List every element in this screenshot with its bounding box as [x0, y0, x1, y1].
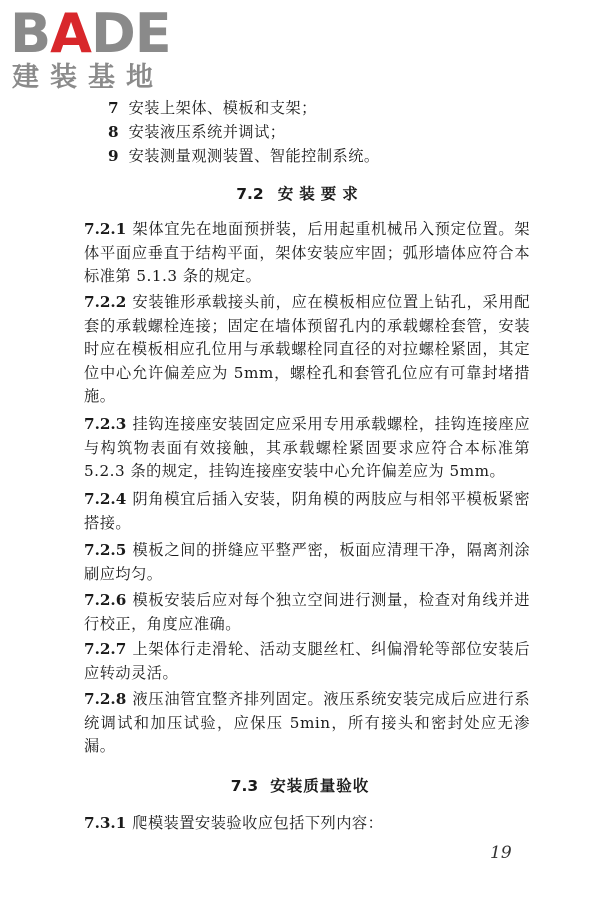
clause-7-2-8: 7.2.8 液压油管宜整齐排列固定。液压系统安装完成后应进行系统调试和加压试验，应保压 5min，所有接头和密封处应无渗漏。 [84, 690, 530, 755]
page-number: 19 [490, 843, 512, 863]
bade-logo [8, 4, 178, 94]
logo-wordmark: BADE [10, 2, 171, 65]
list-item: 8 安装液压系统并调试； [108, 123, 286, 141]
list-item: 7 安装上架体、模板和支架； [108, 99, 317, 117]
clause-7-2-3: 7.2.3 挂钩连接座安装固定应采用专用承载螺栓，挂钩连接座应与构筑物表面有效接触，其承载螺栓紧固要求应符合本标准第 5.2.3 条的规定，挂钩连接座安装中心允许偏差应为 5mm。 [84, 415, 530, 480]
clause-7-2-5: 7.2.5 模板之间的拼缝应平整严密，板面应清理干净，隔离剂涂刷应均匀。 [84, 541, 530, 583]
clause-7-3-1: 7.3.1 爬模装置安装验收应包括下列内容： [84, 814, 384, 832]
clause-7-2-6: 7.2.6 模板安装后应对每个独立空间进行测量，检查对角线并进行校正，角度应准确。 [84, 591, 530, 633]
clause-7-2-4: 7.2.4 阴角模宜后插入安装，阴角模的两肢应与相邻平模板紧密搭接。 [84, 490, 530, 532]
section-heading-7-3: 7.3 安装质量验收 [230, 777, 370, 795]
logo-subtitle: 建装基地 [12, 62, 164, 93]
clause-7-2-2: 7.2.2 安装锥形承载接头前，应在模板相应位置上钻孔，采用配套的承载螺栓连接；固定在墙体预留孔内的承载螺栓套管，安装时应在模板相应孔位用与承载螺栓同直径的对拉螺栓紧固，其定位中心允许偏差应为 5mm，螺栓孔和套管孔位应有可靠封堵措施。 [84, 293, 530, 405]
section-heading-7-2: 7.2 安装要求 [236, 185, 364, 203]
list-item: 9 安装测量观测装置、智能控制系统。 [108, 147, 380, 165]
clause-7-2-1: 7.2.1 架体宜先在地面预拼装，后用起重机械吊入预定位置。架体平面应垂直于结构平面，架体安装应牢固；弧形墙体应符合本标准第 5.1.3 条的规定。 [84, 220, 530, 285]
clause-7-2-7: 7.2.7 上架体行走滑轮、活动支腿丝杠、纠偏滑轮等部位安装后应转动灵活。 [84, 640, 530, 682]
